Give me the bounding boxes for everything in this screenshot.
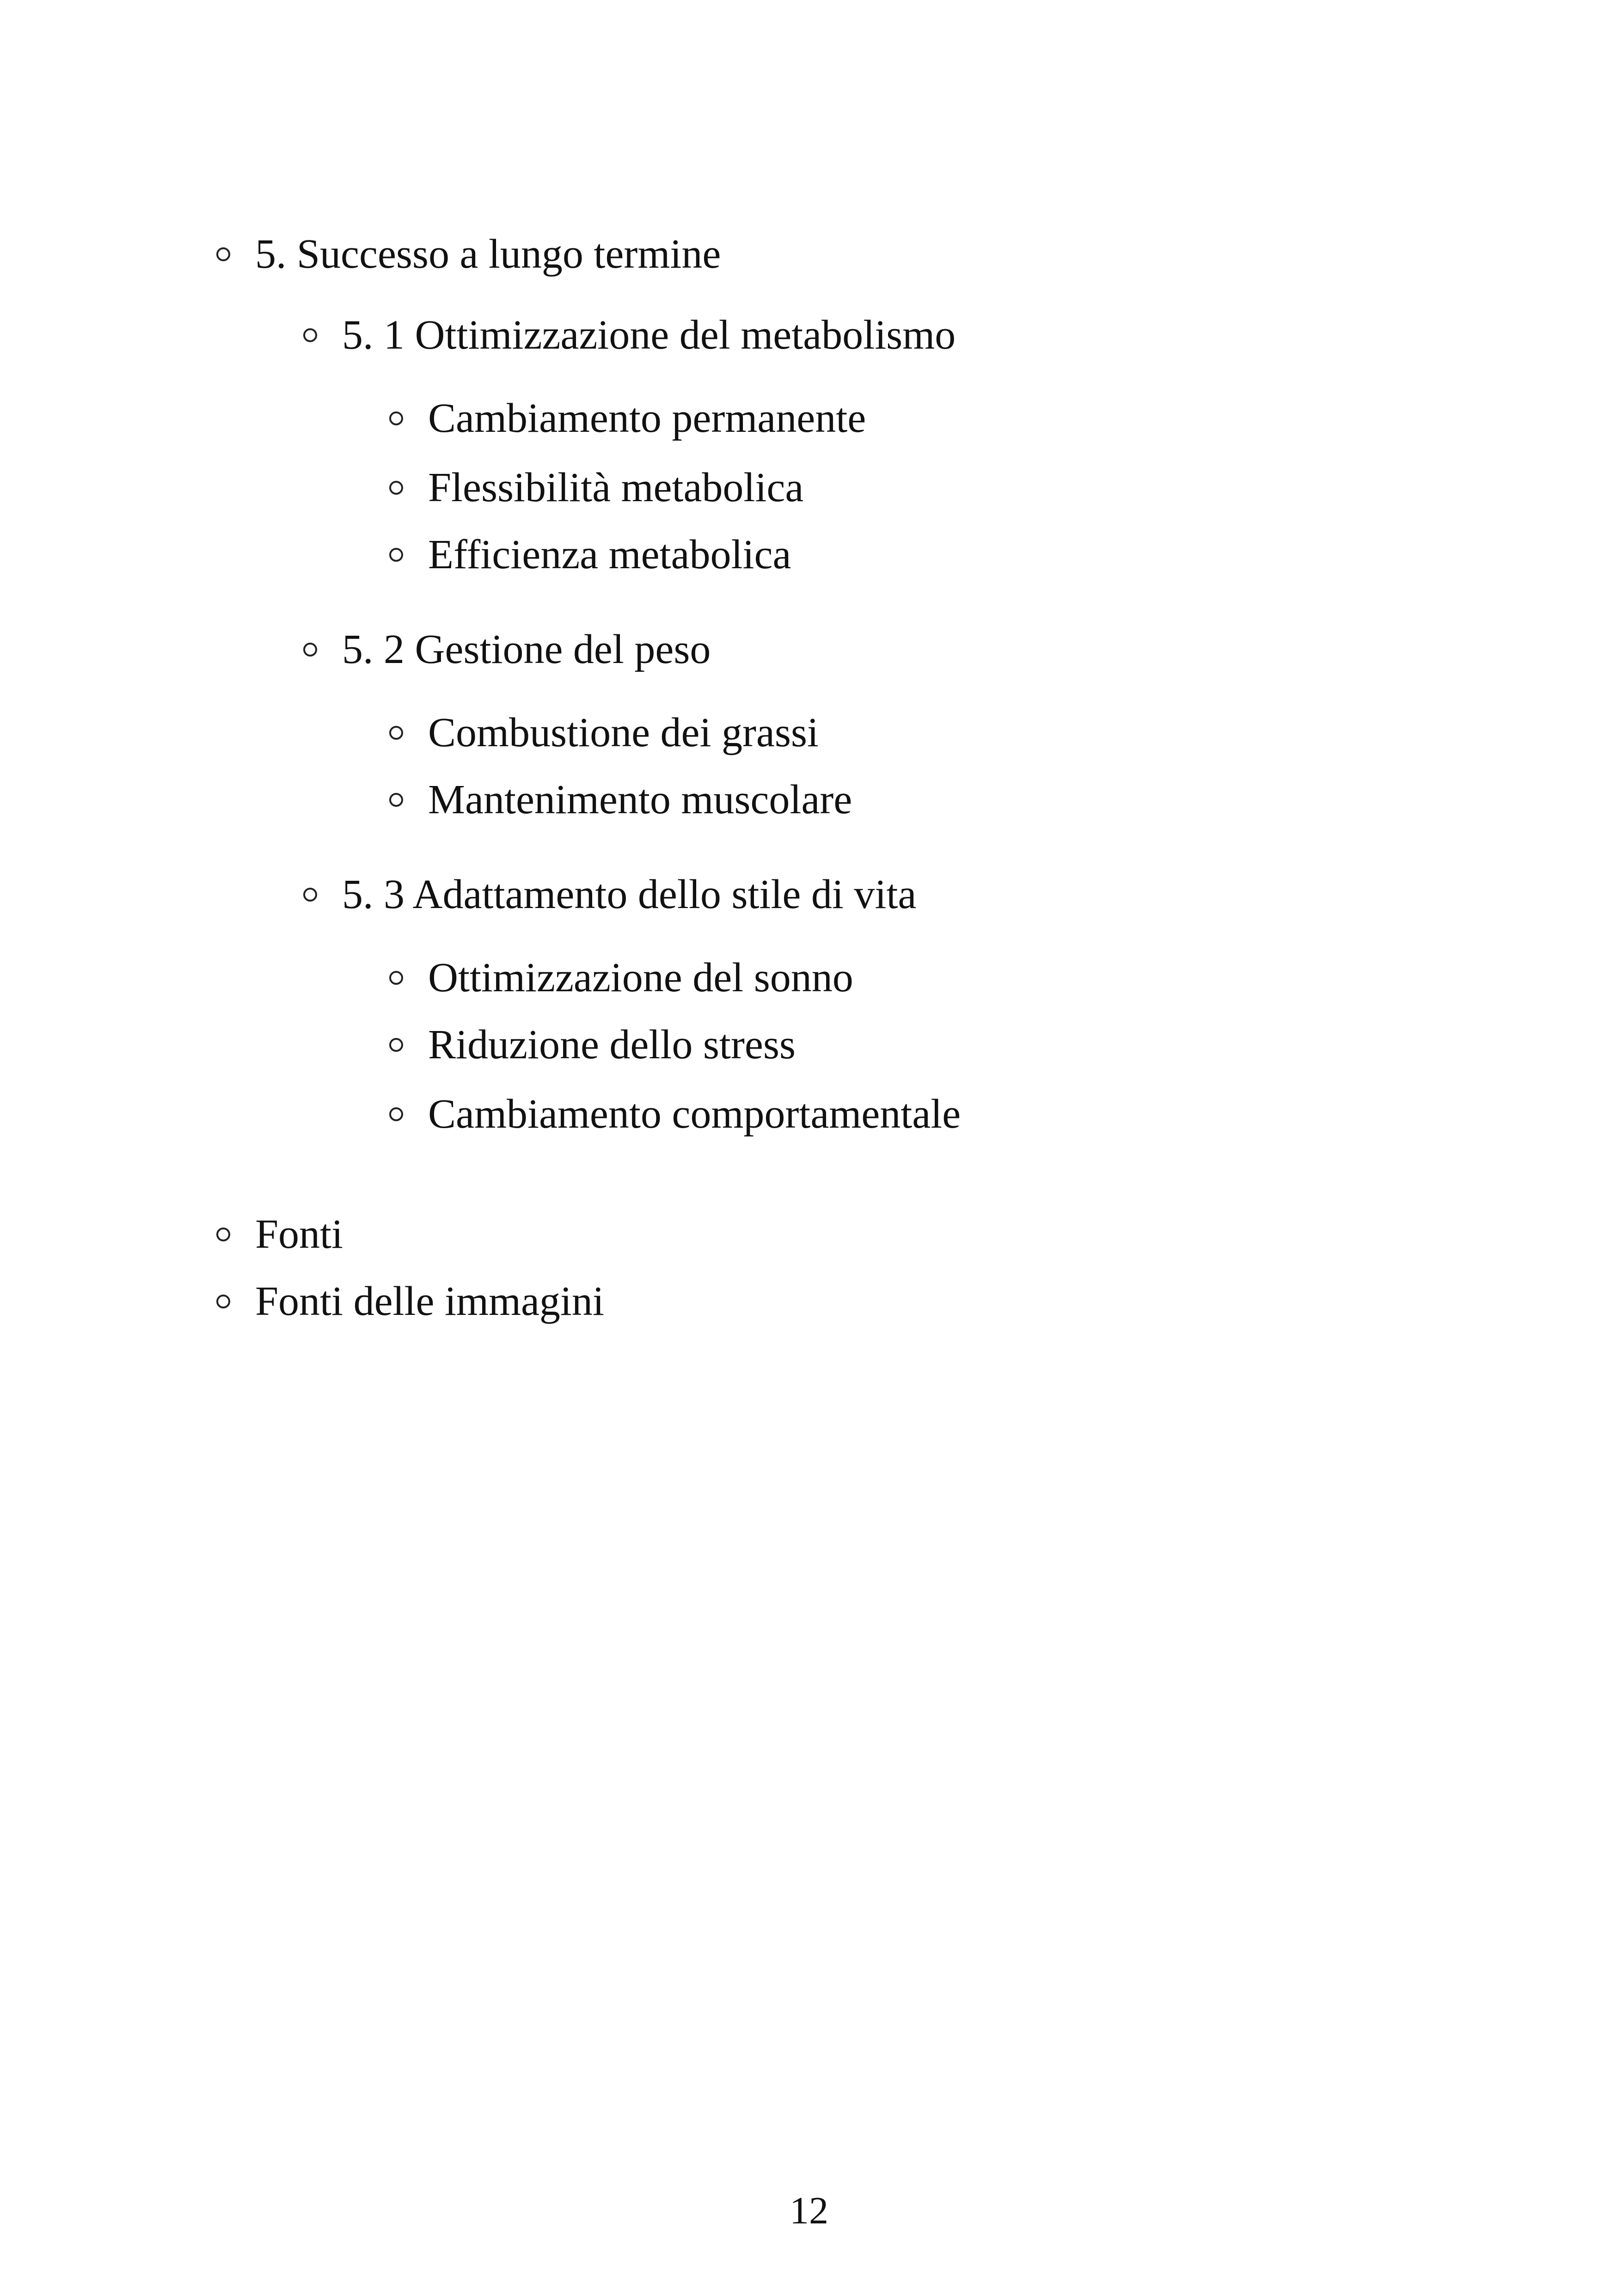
toc-item-fonti <box>216 1207 343 1262</box>
toc-item-label: Mantenimento muscolare <box>428 777 852 823</box>
toc-item-ottimizzazione-del-sonno <box>389 950 853 1006</box>
toc-item-label: 5. Successo a lungo termine <box>255 231 721 277</box>
toc-item-efficienza-metabolica <box>389 527 791 583</box>
circle-bullet-icon <box>389 971 403 985</box>
toc-item-fonti-delle-immagini <box>216 1274 604 1329</box>
toc-item-label: Cambiamento comportamentale <box>428 1091 961 1137</box>
toc-item-label: Fonti delle immagini <box>255 1278 604 1324</box>
toc-item-label: Ottimizzazione del sonno <box>428 955 853 1001</box>
toc-item-section-5-3 <box>303 867 916 922</box>
circle-bullet-icon <box>216 247 230 261</box>
toc-item-label: 5. 3 Adattamento dello stile di vita <box>342 872 917 917</box>
toc-item-label: Efficienza metabolica <box>428 532 791 577</box>
toc-item-label: 5. 2 Gestione del peso <box>342 626 711 672</box>
toc-item-section-5-2 <box>303 622 711 677</box>
toc-item-label: Fonti <box>255 1211 343 1257</box>
circle-bullet-icon <box>389 411 403 425</box>
circle-bullet-icon <box>389 726 403 740</box>
toc-item-cambiamento-comportamentale <box>389 1087 961 1142</box>
toc-item-cambiamento-permanente <box>389 391 866 446</box>
toc-item-mantenimento-muscolare <box>389 772 852 828</box>
page-number: 12 <box>790 2189 828 2232</box>
toc-item-label: Combustione dei grassi <box>428 710 819 755</box>
circle-bullet-icon <box>303 328 317 342</box>
circle-bullet-icon <box>303 643 317 657</box>
toc-item-section-5-1 <box>303 307 956 363</box>
circle-bullet-icon <box>389 1038 403 1052</box>
circle-bullet-icon <box>216 1228 230 1241</box>
circle-bullet-icon <box>389 1107 403 1121</box>
toc-item-riduzione-dello-stress <box>389 1017 796 1073</box>
circle-bullet-icon <box>216 1295 230 1308</box>
toc-item-combustione-dei-grassi <box>389 705 819 761</box>
toc-item-label: Riduzione dello stress <box>428 1022 796 1068</box>
circle-bullet-icon <box>303 888 317 902</box>
toc-item-label: Flessibilità metabolica <box>428 465 804 510</box>
circle-bullet-icon <box>389 548 403 562</box>
circle-bullet-icon <box>389 481 403 495</box>
toc-item-label: 5. 1 Ottimizzazione del metabolismo <box>342 312 956 358</box>
circle-bullet-icon <box>389 793 403 807</box>
toc-item-label: Cambiamento permanente <box>428 395 866 441</box>
toc-item-flessibilita-metabolica <box>389 460 803 516</box>
toc-item-section-5 <box>216 227 721 282</box>
